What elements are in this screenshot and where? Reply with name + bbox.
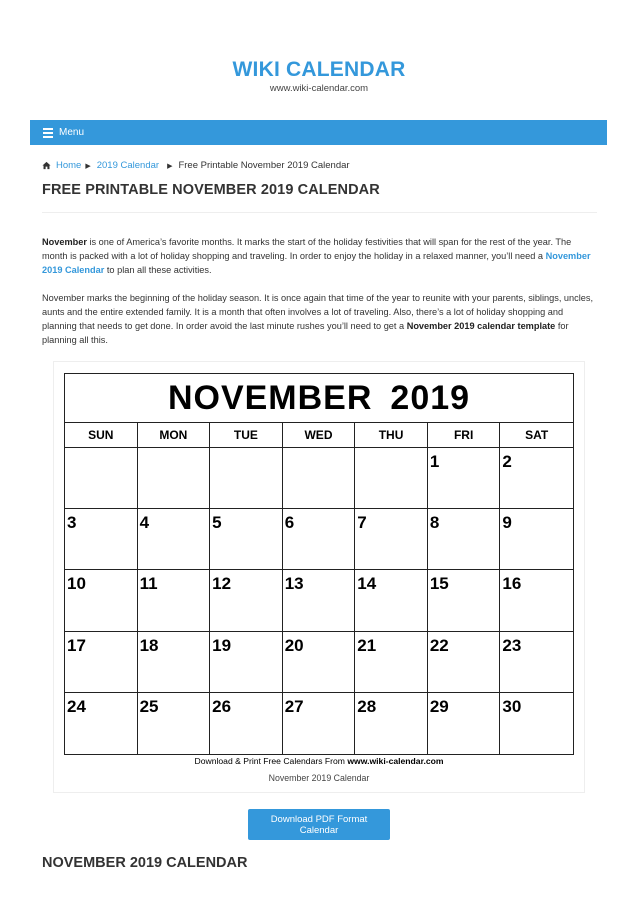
weekday-mon: MON bbox=[138, 423, 211, 447]
site-header bbox=[0, 0, 638, 94]
calendar-day-24: 24 bbox=[65, 693, 138, 754]
menu-label[interactable]: Menu bbox=[59, 127, 85, 138]
calendar-grid bbox=[65, 448, 573, 754]
calendar-day-15: 15 bbox=[428, 570, 501, 631]
calendar-year: 2019 bbox=[390, 378, 471, 417]
site-title[interactable]: WIKI CALENDAR bbox=[232, 58, 406, 81]
calendar-day-3: 3 bbox=[65, 509, 138, 570]
weekday-wed: WED bbox=[283, 423, 356, 447]
calendar-day-22: 22 bbox=[428, 632, 501, 693]
calendar-footer bbox=[54, 756, 584, 766]
calendar-figure bbox=[53, 361, 585, 793]
calendar-day-19: 19 bbox=[210, 632, 283, 693]
calendar-day-17: 17 bbox=[65, 632, 138, 693]
calendar-empty-cell bbox=[355, 448, 428, 509]
page-title: FREE PRINTABLE NOVEMBER 2019 CALENDAR bbox=[42, 182, 380, 198]
second-text-2: for planning all this. bbox=[42, 321, 569, 345]
bold-november: November bbox=[42, 237, 87, 247]
section-title: NOVEMBER 2019 CALENDAR bbox=[42, 855, 248, 871]
november-calendar-link[interactable]: November 2019 Calendar bbox=[42, 251, 591, 275]
calendar-day-25: 25 bbox=[138, 693, 211, 754]
calendar-empty-cell bbox=[210, 448, 283, 509]
calendar-day-12: 12 bbox=[210, 570, 283, 631]
intro-text-1: is one of America’s favorite months. It marks the start of the holiday festivities that will span for the rest of the year. The month is packed with a lot of holiday shopping and traveling. In order to enjoy the holiday in a relaxed manner, you’ll need a bbox=[42, 237, 572, 261]
calendar-day-6: 6 bbox=[283, 509, 356, 570]
calendar-day-28: 28 bbox=[355, 693, 428, 754]
calendar-day-21: 21 bbox=[355, 632, 428, 693]
breadcrumb bbox=[42, 160, 350, 171]
calendar-image[interactable] bbox=[64, 373, 574, 755]
calendar-day-13: 13 bbox=[283, 570, 356, 631]
calendar-day-29: 29 bbox=[428, 693, 501, 754]
title-divider bbox=[42, 212, 597, 213]
calendar-day-4: 4 bbox=[138, 509, 211, 570]
site-url: www.wiki-calendar.com bbox=[269, 83, 369, 94]
calendar-day-20: 20 bbox=[283, 632, 356, 693]
calendar-day-16: 16 bbox=[500, 570, 573, 631]
download-pdf-button[interactable]: Download PDF Format Calendar bbox=[248, 809, 390, 840]
calendar-day-9: 9 bbox=[500, 509, 573, 570]
calendar-day-23: 23 bbox=[500, 632, 573, 693]
figure-caption: November 2019 Calendar bbox=[268, 773, 370, 783]
chevron-right-icon: ▶ bbox=[167, 162, 173, 170]
calendar-day-30: 30 bbox=[502, 696, 522, 716]
calendar-empty-cell bbox=[283, 448, 356, 509]
second-paragraph bbox=[42, 291, 597, 347]
breadcrumb-category-link[interactable]: 2019 Calendar bbox=[96, 160, 160, 171]
calendar-day-14: 14 bbox=[355, 570, 428, 631]
calendar-day-26: 26 bbox=[210, 693, 283, 754]
weekday-thu: THU bbox=[355, 423, 428, 447]
calendar-day-1: 1 bbox=[428, 448, 501, 509]
main-navbar bbox=[30, 120, 607, 145]
calendar-title bbox=[65, 374, 573, 423]
home-icon bbox=[42, 161, 51, 170]
chevron-right-icon: ▶ bbox=[85, 162, 91, 170]
calendar-day-10: 10 bbox=[65, 570, 138, 631]
calendar-footer-text: Download & Print Free Calendars From bbox=[194, 756, 348, 766]
calendar-day-5: 5 bbox=[210, 509, 283, 570]
second-text-1: November marks the beginning of the holiday season. It is once again that time of the year to reunite with your parents, siblings, uncles, aunts and the entire extended family. It is a month that often involves a lot of traveling. Also, there’s a lot of holiday shopping and planning that needs to get done. In order avoid the last minute rushes you’ll need to get a bbox=[42, 293, 594, 331]
calendar-day-8: 8 bbox=[428, 509, 501, 570]
calendar-day-11: 11 bbox=[138, 570, 211, 631]
calendar-empty-cell bbox=[65, 448, 138, 509]
breadcrumb-current: Free Printable November 2019 Calendar bbox=[178, 160, 350, 171]
calendar-footer-link: www.wiki-calendar.com bbox=[347, 756, 444, 766]
intro-text-2: to plan all these activities. bbox=[104, 265, 212, 275]
calendar-day-7: 7 bbox=[355, 509, 428, 570]
weekday-sat: SAT bbox=[525, 428, 549, 442]
calendar-day-2: 2 bbox=[500, 448, 573, 509]
calendar-empty-cell bbox=[138, 448, 211, 509]
weekday-header bbox=[65, 423, 573, 448]
calendar-day-27: 27 bbox=[283, 693, 356, 754]
bold-template: November 2019 calendar template bbox=[406, 321, 556, 331]
weekday-tue: TUE bbox=[210, 423, 283, 447]
weekday-fri: FRI bbox=[428, 423, 501, 447]
breadcrumb-home-link[interactable]: Home bbox=[56, 160, 82, 171]
calendar-month: NOVEMBER bbox=[167, 378, 373, 417]
hamburger-icon[interactable] bbox=[43, 126, 53, 140]
calendar-day-18: 18 bbox=[138, 632, 211, 693]
intro-paragraph bbox=[42, 235, 597, 277]
weekday-sun: SUN bbox=[65, 423, 138, 447]
